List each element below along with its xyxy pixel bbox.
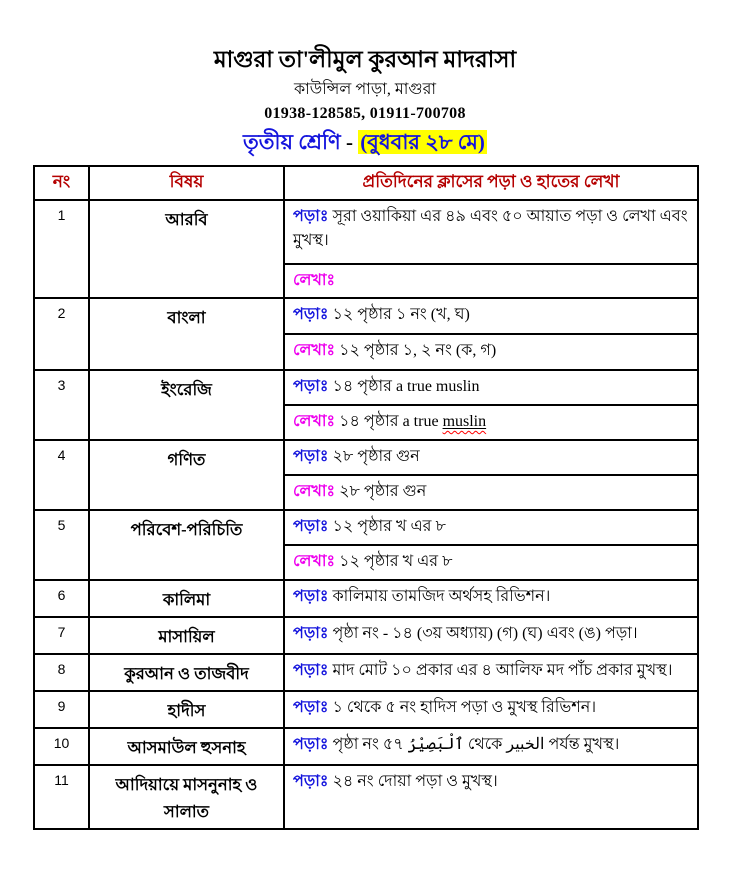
class-title-line: [0, 129, 730, 155]
pora-cell: [284, 765, 698, 829]
table-row: [34, 370, 698, 405]
pora-label: পড়াঃ: [293, 518, 329, 535]
subject-cell: আসমাউল হুসনাহ: [89, 728, 284, 765]
col-header-subject: বিষয়: [89, 166, 284, 200]
row-number: 6: [34, 580, 89, 617]
subject-cell: পরিবেশ-পরিচিতি: [89, 510, 284, 580]
pora-cell: [284, 728, 698, 765]
row-number: 2: [34, 298, 89, 370]
pora-label: পড়াঃ: [293, 208, 329, 225]
pora-label: পড়াঃ: [293, 378, 329, 395]
lekha-cell: [284, 475, 698, 510]
lekha-cell: [284, 545, 698, 580]
school-name: মাগুরা তা'লীমুল কুরআন মাদরাসা: [213, 47, 517, 72]
pora-text: ১৪ পৃষ্ঠার a true muslin: [332, 378, 480, 395]
pora-text: ২৪ নং দোয়া পড়া ও মুখস্থ।: [332, 773, 498, 790]
table-row: [34, 200, 698, 264]
row-number: 3: [34, 370, 89, 440]
pora-label: পড়াঃ: [293, 699, 329, 716]
pora-text: ১২ পৃষ্ঠার ১ নং (খ, ঘ): [332, 306, 470, 323]
table-row: [34, 654, 698, 691]
table-row: [34, 298, 698, 334]
spellcheck-underlined-word: muslin: [442, 413, 487, 430]
phone-numbers: 01938-128585, 01911-700708: [264, 104, 466, 122]
pora-label: পড়াঃ: [293, 448, 329, 465]
homework-table: [33, 165, 699, 830]
row-number: 10: [34, 728, 89, 765]
pora-text: মাদ মোট ১০ প্রকার এর ৪ আলিফ মদ পাঁচ প্রকার মুখস্থ।: [332, 662, 673, 679]
table-header-row: [34, 166, 698, 200]
pora-cell: [284, 440, 698, 475]
pora-cell: [284, 298, 698, 334]
row-number: 7: [34, 617, 89, 654]
class-date-highlight: (বুধবার ২৮ মে): [360, 129, 485, 154]
pora-cell: [284, 580, 698, 617]
pora-cell: [284, 691, 698, 728]
row-number: 9: [34, 691, 89, 728]
table-row: [34, 691, 698, 728]
lekha-text: ১২ পৃষ্ঠার ১, ২ নং (ক, গ): [339, 342, 497, 359]
col-header-no: নং: [34, 166, 89, 200]
class-separator: -: [340, 129, 359, 154]
pora-label: পড়াঃ: [293, 773, 329, 790]
pora-text: ১ থেকে ৫ নং হাদিস পড়া ও মুখস্থ রিভিশন।: [332, 699, 597, 716]
pora-text: সূরা ওয়াকিয়া এর ৪৯ এবং ৫০ আয়াত পড়া ও লেখা এবং মুখস্থ।: [293, 208, 688, 249]
school-address: কাউন্সিল পাড়া, মাগুরা: [293, 80, 437, 98]
table-row: [34, 440, 698, 475]
pora-label: পড়াঃ: [293, 625, 329, 642]
row-number: 5: [34, 510, 89, 580]
lekha-label: লেখাঃ: [293, 553, 336, 570]
row-number: 8: [34, 654, 89, 691]
table-row: [34, 510, 698, 545]
pora-cell: [284, 617, 698, 654]
lekha-text-prefix: ১৪ পৃষ্ঠার a true: [339, 413, 443, 430]
lekha-label: লেখাঃ: [293, 272, 336, 289]
subject-cell: কালিমা: [89, 580, 284, 617]
pora-label: পড়াঃ: [293, 662, 329, 679]
subject-cell: আরবি: [89, 200, 284, 298]
underlined-word: [443, 413, 487, 430]
pora-cell: [284, 370, 698, 405]
pora-cell: [284, 200, 698, 264]
subject-cell: ইংরেজি: [89, 370, 284, 440]
table-row: [34, 580, 698, 617]
pora-cell: [284, 510, 698, 545]
subject-cell: গণিত: [89, 440, 284, 510]
table-row: [34, 728, 698, 765]
pora-label: পড়াঃ: [293, 588, 329, 605]
pora-label: পড়াঃ: [293, 736, 329, 753]
lekha-cell: [284, 264, 698, 298]
pora-text: ২৮ পৃষ্ঠার গুন: [332, 448, 420, 465]
lekha-label: লেখাঃ: [293, 342, 336, 359]
table-row: [34, 617, 698, 654]
subject-cell: মাসায়িল: [89, 617, 284, 654]
pora-cell: [284, 654, 698, 691]
subject-cell: আদিয়ায়ে মাসনুনাহ ও সালাত: [89, 765, 284, 829]
lekha-text: ২৮ পৃষ্ঠার গুন: [339, 483, 427, 500]
lekha-cell: [284, 334, 698, 370]
class-name: তৃতীয় শ্রেণি: [243, 129, 341, 154]
lekha-label: লেখাঃ: [293, 483, 336, 500]
row-number: 1: [34, 200, 89, 298]
pora-text: ১২ পৃষ্ঠার খ এর ৮: [332, 518, 446, 535]
lekha-label: লেখাঃ: [293, 413, 336, 430]
lekha-text: ১২ পৃষ্ঠার খ এর ৮: [339, 553, 453, 570]
table-row: [34, 765, 698, 829]
row-number: 4: [34, 440, 89, 510]
pora-label: পড়াঃ: [293, 306, 329, 323]
lekha-cell: [284, 405, 698, 440]
pora-text: কালিমায় তামজিদ অর্থসহ রিভিশন।: [332, 588, 551, 605]
pora-text-with-arabic: পৃষ্ঠা নং ৫৭ ٱلْبَصِيْرُ থেকে الخبير পর্যন্ত মুখস্থ।: [332, 736, 620, 753]
col-header-lessons: প্রতিদিনের ক্লাসের পড়া ও হাতের লেখা: [284, 166, 698, 200]
subject-cell: কুরআন ও তাজবীদ: [89, 654, 284, 691]
document-header: [0, 0, 730, 155]
pora-text: পৃষ্ঠা নং - ১৪ (৩য় অধ্যায়) (গ) (ঘ) এবং (ঙ) পড়া।: [332, 625, 638, 642]
subject-cell: বাংলা: [89, 298, 284, 370]
subject-cell: হাদীস: [89, 691, 284, 728]
row-number: 11: [34, 765, 89, 829]
